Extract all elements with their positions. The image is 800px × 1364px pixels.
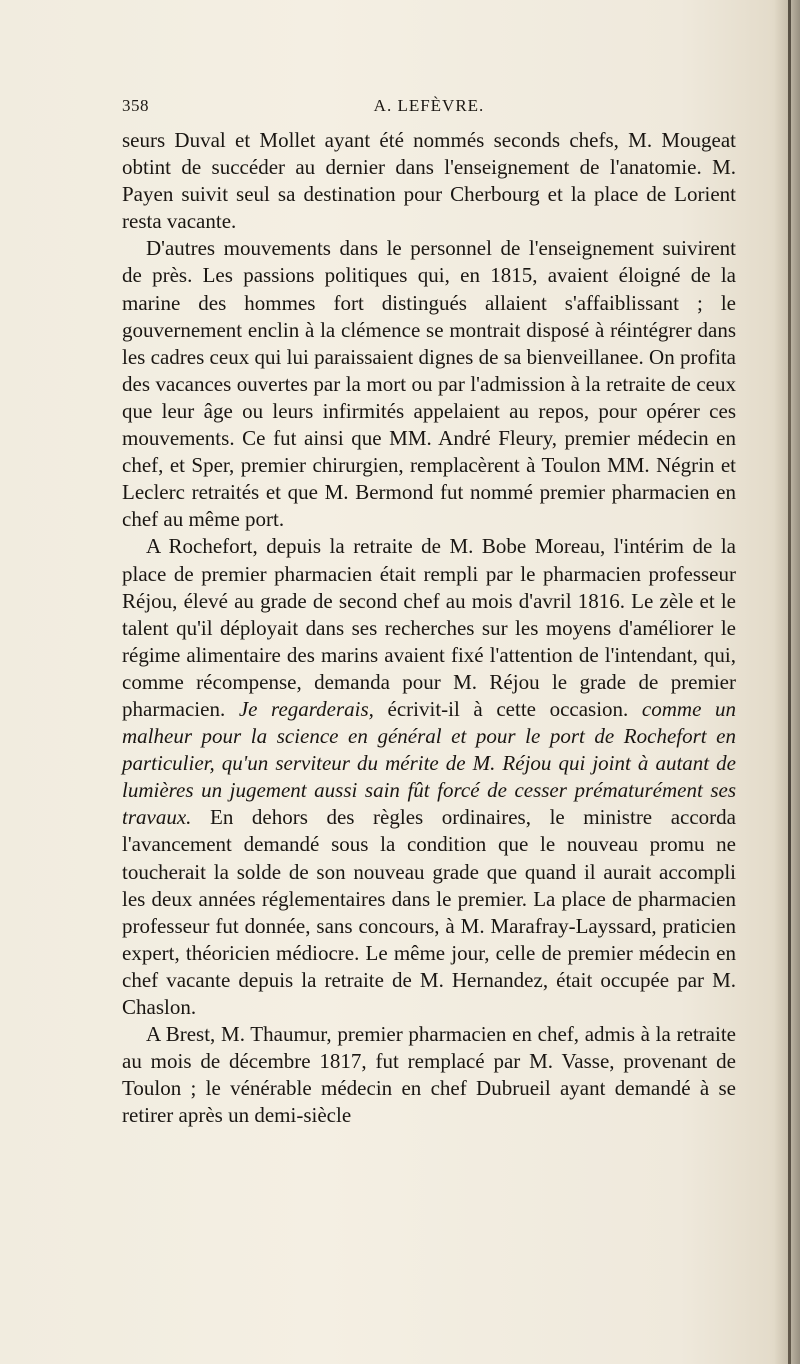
text-segment: A Brest, M. Thaumur, premier pharmacien en chef, admis à la retraite au mois de décembre 1817, fut remplacé par M. Vasse, provenant de Toulon ; le vénérable médecin en chef Dubrueil ayant demandé à se retirer après un demi-siècle — [122, 1022, 736, 1128]
paragraph-3 — [122, 533, 736, 1021]
paragraph-2 — [122, 235, 736, 533]
text-segment: A Rochefort, depuis la retraite de M. Bobe Moreau, l'intérim de la place de premier pharmacien était rempli par le pharmacien professeur Réjou, élevé au grade de second chef au mois d'avril 1816. Le zèle et le talent qu'il déployait dans ses recherches sur les moyens d'améliorer le régime alimentaire des marins avaient fixé l'attention de l'intendant, qui, comme récompense, demanda pour M. Réjou le grade de premier pharmacien. — [122, 534, 736, 721]
page-number: 358 — [122, 96, 149, 115]
text-segment: En dehors des règles ordinaires, le ministre accorda l'avancement demandé sous la condition que le nouveau promu ne toucherait la solde de son nouveau grade que quand il aurait accompli les deux années réglementaires dans le premier. La place de pharmacien professeur fut donnée, sans concours, à M. Marafray-Layssard, praticien expert, théoricien médiocre. Le même jour, celle de premier médecin en chef vacante depuis la retraite de M. Hernandez, était occupée par M. Chaslon. — [122, 805, 736, 1019]
running-head: A. LEFÈVRE. — [373, 96, 485, 115]
paragraph-4 — [122, 1021, 736, 1129]
italic-quote-start: Je regarderais, — [238, 696, 374, 721]
text-segment: écrivit-il à cette occasion. — [373, 696, 642, 721]
body-text — [122, 127, 736, 1129]
page-header — [122, 96, 736, 122]
paragraph-1 — [122, 127, 736, 235]
text-segment: D'autres mouvements dans le personnel de l'enseignement suivirent de près. Les passions politiques qui, en 1815, avaient éloigné de la marine des hommes fort distingués allaient s'affaiblissant ; le gouvernement enclin à la clémence se montrait disposé à réintégrer dans les cadres ceux qui lui paraissaient dignes de sa bienveillanee. On profita des vacances ouvertes par la mort ou par l'admission à la retraite de ceux que leur âge ou leurs infirmités appelaient au repos, pour opérer ces mouvements. Ce fut ainsi que MM. André Fleury, premier médecin en chef, et Sper, premier chirurgien, remplacèrent à Toulon MM. Négrin et Leclerc retraités et que M. Bermond fut nommé premier pharmacien en chef au même port. — [122, 236, 736, 532]
page-edge-line — [788, 0, 791, 1364]
text-segment: seurs Duval et Mollet ayant été nommés seconds chefs, M. Mougeat obtint de succéder au dernier dans l'enseignement de l'anatomie. M. Payen suivit seul sa destination pour Cherbourg et la place de Lorient resta vacante. — [122, 128, 736, 234]
italic-quote: comme un malheur pour la science en général et pour le port de Rochefort en particulier, qu'un serviteur du mérite de M. Réjou qui joint à autant de lumières un jugement aussi sain fût forcé de cesser prématurément ses travaux. — [122, 696, 736, 830]
page-edge-shadow — [774, 0, 800, 1364]
